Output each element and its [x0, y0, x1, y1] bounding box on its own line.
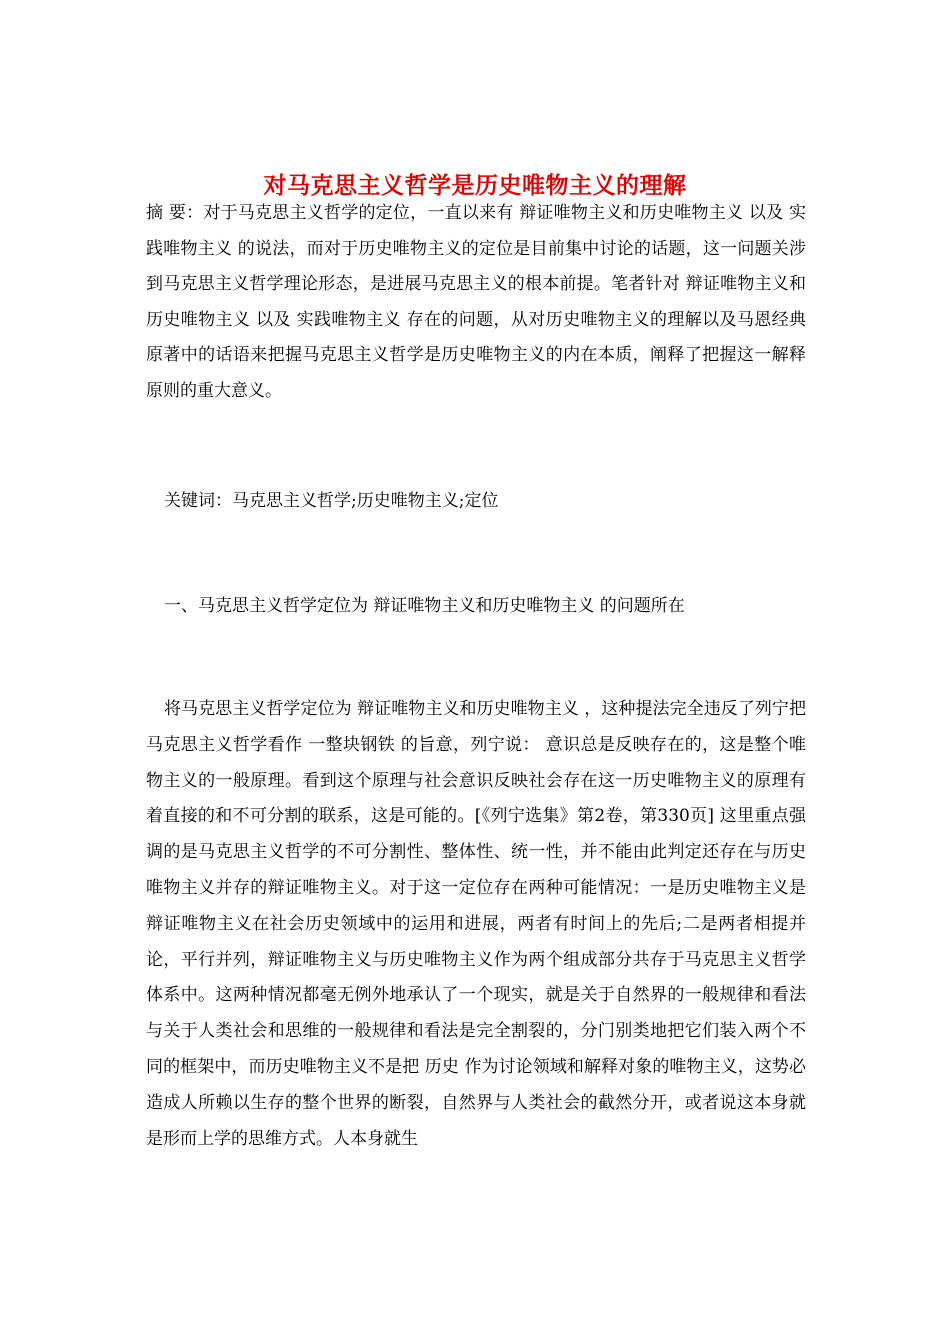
abstract-paragraph: 摘 要：对于马克思主义哲学的定位，一直以来有 辩证唯物主义和历史唯物主义 以及 实践唯物主义 的说法，而对于历史唯物主义的定位是目前集中讨论的话题，这一问题关涉到马克思主义哲学理论形态，是进展马克思主义的根本前提。笔者针对 辩证唯物主义和历史唯物主义 以及 实践唯物主义 存在的问题，从对历史唯物主义的理解以及马恩经典原著中的话语来把握马克思主义哲学是历史唯物主义的内在本质，阐释了把握这一解释原则的重大意义。 [146, 203, 806, 401]
section-heading: 一、马克思主义哲学定位为 辩证唯物主义和历史唯物主义 的问题所在 [164, 596, 685, 616]
document-title: 对马克思主义哲学是历史唯物主义的理解 [263, 172, 687, 200]
body-paragraph: 将马克思主义哲学定位为 辩证唯物主义和历史唯物主义 ，这种提法完全违反了列宁把马克思主义哲学看作 一整块钢铁 的旨意，列宁说： 意识总是反映存在的，这是整个唯物主义的一般原理。看到这个原理与社会意识反映社会存在这一历史唯物主义的原理有着直接的和不可分割的联系，这是可能的。[《列宁选集》第2卷，第330页] 这里重点强调的是马克思主义哲学的不可分割性、整体性、统一性，并不能由此判定还存在与历史唯物主义并存的辩证唯物主义。对于这一定位存在两种可能情况：一是历史唯物主义是辩证唯物主义在社会历史领域中的运用和进展，两者有时间上的先后;二是两者相提并论，平行并列，辩证唯物主义与历史唯物主义作为两个组成部分共存于马克思主义哲学体系中。这两种情况都毫无例外地承认了一个现实，就是关于自然界的一般规律和看法与关于人类社会和思维的一般规律和看法是完全割裂的，分门别类地把它们装入两个不同的框架中，而历史唯物主义不是把 历史 作为讨论领域和解释对象的唯物主义，这势必造成人所赖以生存的整个世界的断裂，自然界与人类社会的截然分开，或者说这本身就是形而上学的思维方式。人本身就生 [146, 699, 806, 1149]
keywords-line: 关键词：马克思主义哲学;历史唯物主义;定位 [164, 491, 499, 511]
